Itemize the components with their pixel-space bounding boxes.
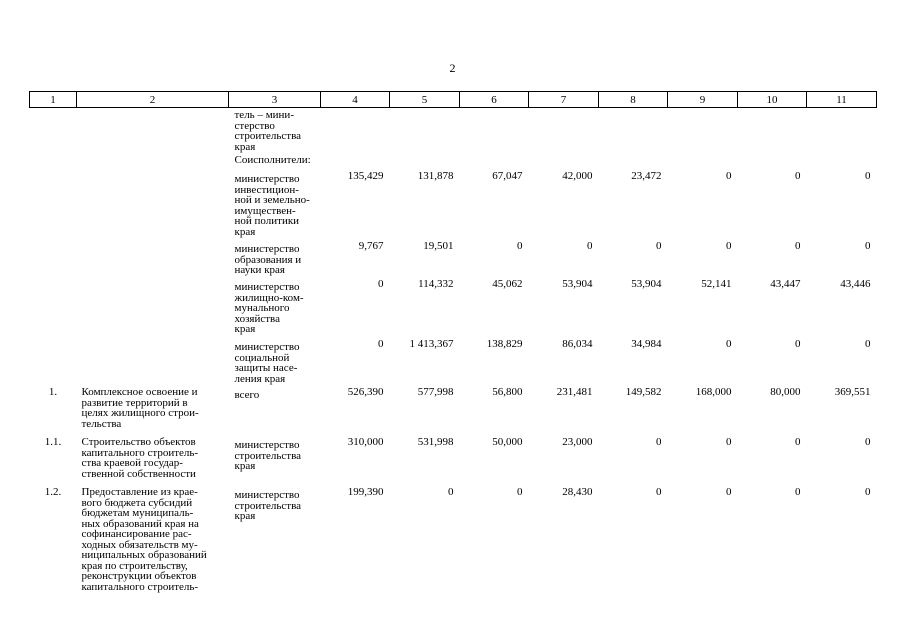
value-cell: 0 <box>795 486 801 498</box>
column-header: 7 <box>529 92 599 108</box>
table-body <box>30 108 877 597</box>
row-executor: министерство инвестицион- ной и земельно- имуществен- ной политики края <box>234 173 310 238</box>
value-cell: 577,998 <box>417 386 454 398</box>
value-cell: 67,047 <box>492 170 523 182</box>
row-name: Предоставление из крае- вого бюджета субсидий бюджетам муниципаль- ных образований края на софинансирование рас- ходных обязательств му- ниципальных образований края по строительству, реконструкции объектов капитального строитель- <box>81 486 207 593</box>
row-index <box>30 152 77 168</box>
value-cell <box>460 152 529 168</box>
value-cell: 168,000 <box>695 386 732 398</box>
table-row <box>30 238 877 276</box>
value-cell: 1 413,367 <box>409 338 454 350</box>
value-cell <box>321 152 390 168</box>
value-cell: 45,062 <box>492 278 523 290</box>
value-cell: 149,582 <box>625 386 662 398</box>
value-cell: 0 <box>865 486 871 498</box>
column-header: 11 <box>807 92 877 108</box>
value-cell: 0 <box>378 278 384 290</box>
column-header: 8 <box>599 92 668 108</box>
value-cell: 0 <box>865 170 871 182</box>
row-executor: министерство социальной защиты насе- ления края <box>234 341 300 385</box>
value-cell: 526,390 <box>347 386 384 398</box>
value-cell <box>599 152 668 168</box>
value-cell: 0 <box>378 338 384 350</box>
value-cell: 43,447 <box>770 278 801 290</box>
value-cell: 34,984 <box>631 338 662 350</box>
table-row <box>30 336 877 384</box>
row-name: Комплексное освоение и развитие территорий в целях жилищного строи- тельства <box>81 386 199 430</box>
budget-table <box>29 91 877 596</box>
value-cell: 199,390 <box>347 486 384 498</box>
value-cell: 0 <box>726 338 732 350</box>
table-row <box>30 168 877 238</box>
value-cell: 0 <box>726 436 732 448</box>
value-cell: 531,998 <box>417 436 454 448</box>
table-row <box>30 484 877 596</box>
value-cell <box>390 108 460 153</box>
row-name <box>77 152 229 168</box>
value-cell <box>668 108 738 153</box>
value-cell <box>599 108 668 153</box>
value-cell: 0 <box>865 436 871 448</box>
value-cell: 310,000 <box>347 436 384 448</box>
value-cell: 0 <box>517 240 523 252</box>
value-cell: 0 <box>448 486 454 498</box>
table-row <box>30 276 877 336</box>
value-cell <box>390 152 460 168</box>
value-cell: 50,000 <box>492 436 523 448</box>
column-header: 2 <box>77 92 229 108</box>
value-cell: 0 <box>795 170 801 182</box>
row-index: 1.2. <box>44 486 62 498</box>
value-cell: 43,446 <box>840 278 871 290</box>
row-name: Строительство объектов капитального строитель- ства краевой государ- ственной собственности <box>81 436 199 480</box>
value-cell <box>668 152 738 168</box>
row-executor: всего <box>234 389 260 401</box>
row-index <box>30 168 77 238</box>
value-cell: 138,829 <box>486 338 523 350</box>
row-index: 1. <box>48 386 58 398</box>
value-cell: 23,000 <box>562 436 593 448</box>
row-name <box>77 238 229 276</box>
value-cell: 0 <box>865 240 871 252</box>
value-cell: 114,332 <box>418 278 454 290</box>
value-cell: 53,904 <box>562 278 593 290</box>
row-index <box>30 336 77 384</box>
value-cell: 86,034 <box>562 338 593 350</box>
column-header: 1 <box>30 92 77 108</box>
value-cell: 131,878 <box>417 170 454 182</box>
page-number: 2 <box>449 61 456 75</box>
value-cell: 369,551 <box>834 386 871 398</box>
value-cell: 0 <box>795 338 801 350</box>
value-cell: 0 <box>795 436 801 448</box>
value-cell <box>738 152 807 168</box>
value-cell: 0 <box>726 486 732 498</box>
value-cell: 9,767 <box>358 240 384 252</box>
table-row <box>30 434 877 484</box>
row-index <box>30 108 77 153</box>
column-header: 10 <box>738 92 807 108</box>
row-executor: министерство строительства края <box>234 439 302 472</box>
table-row <box>30 152 877 168</box>
column-header: 5 <box>390 92 460 108</box>
value-cell <box>529 152 599 168</box>
value-cell: 135,429 <box>347 170 384 182</box>
value-cell: 53,904 <box>631 278 662 290</box>
column-header: 9 <box>668 92 738 108</box>
value-cell: 52,141 <box>701 278 732 290</box>
row-executor: министерство образования и науки края <box>234 243 302 276</box>
table-row <box>30 384 877 434</box>
value-cell: 23,472 <box>631 170 662 182</box>
value-cell: 0 <box>656 436 662 448</box>
row-name <box>77 276 229 336</box>
row-name <box>77 168 229 238</box>
value-cell <box>460 108 529 153</box>
row-name <box>77 336 229 384</box>
value-cell: 0 <box>795 240 801 252</box>
value-cell <box>738 108 807 153</box>
value-cell: 0 <box>726 170 732 182</box>
value-cell: 28,430 <box>562 486 593 498</box>
value-cell <box>529 108 599 153</box>
row-index <box>30 276 77 336</box>
value-cell <box>807 152 877 168</box>
value-cell: 56,800 <box>492 386 523 398</box>
value-cell: 19,501 <box>423 240 454 252</box>
row-index <box>30 238 77 276</box>
value-cell: 0 <box>656 240 662 252</box>
value-cell: 80,000 <box>770 386 801 398</box>
table-row <box>30 108 877 153</box>
value-cell <box>807 108 877 153</box>
row-index: 1.1. <box>44 436 62 448</box>
value-cell: 0 <box>726 240 732 252</box>
value-cell: 231,481 <box>556 386 593 398</box>
row-executor: министерство жилищно-ком- мунального хозяйства края <box>234 281 304 335</box>
value-cell: 0 <box>587 240 593 252</box>
value-cell: 0 <box>517 486 523 498</box>
row-executor: министерство строительства края <box>234 489 302 522</box>
value-cell: 42,000 <box>562 170 593 182</box>
header-row <box>30 92 877 108</box>
row-name <box>77 108 229 153</box>
value-cell: 0 <box>865 338 871 350</box>
value-cell <box>321 108 390 153</box>
value-cell: 0 <box>656 486 662 498</box>
column-header: 3 <box>229 92 321 108</box>
row-executor: Соисполнители: <box>234 154 311 166</box>
column-header: 6 <box>460 92 529 108</box>
column-header: 4 <box>321 92 390 108</box>
row-executor: тель – мини- стерство строительства края <box>234 109 302 153</box>
